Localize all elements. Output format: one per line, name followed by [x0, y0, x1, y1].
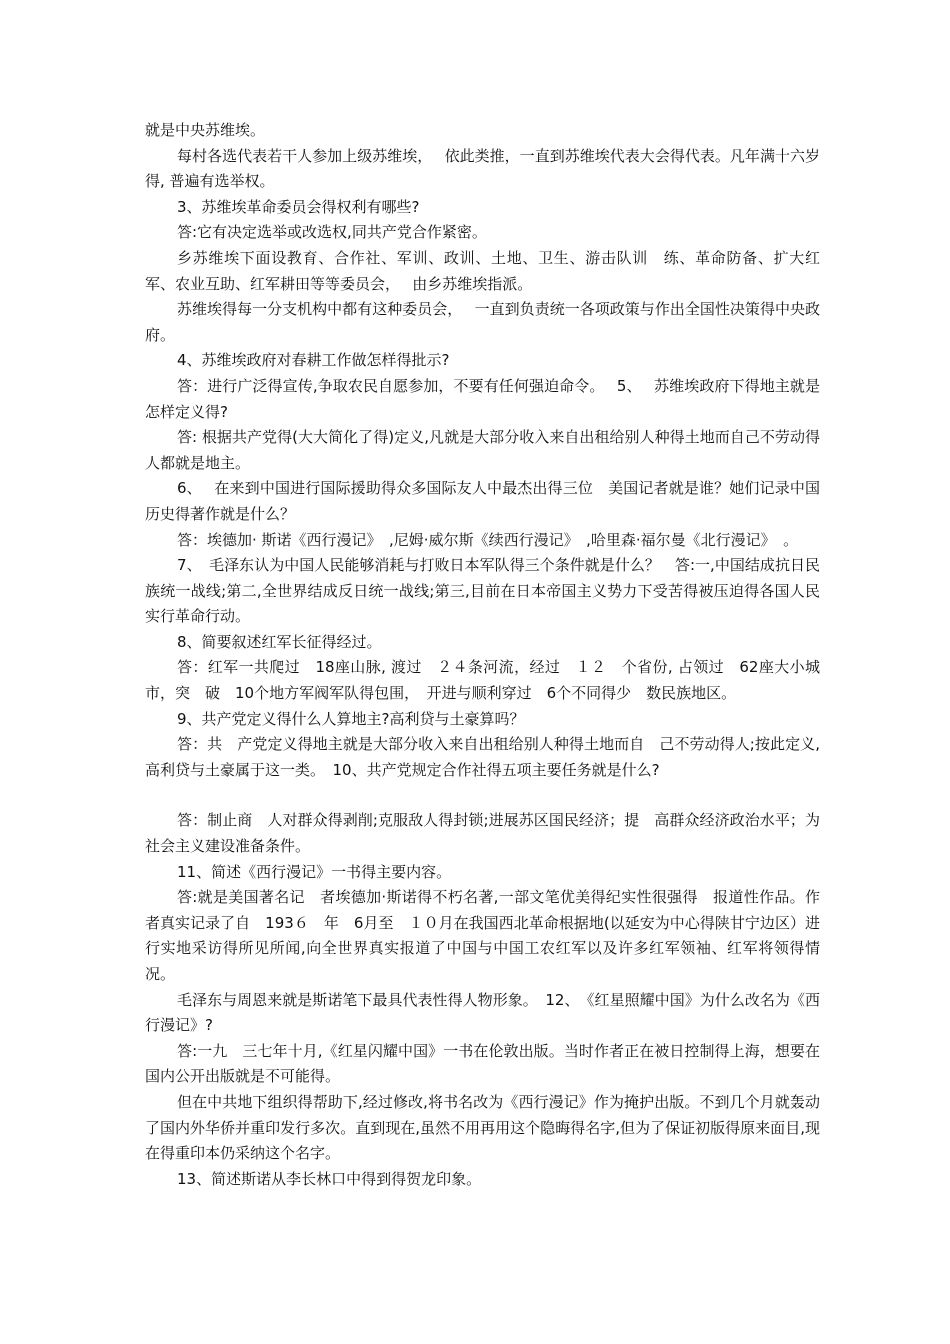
paragraph-election: 每村各选代表若干人参加上级苏维埃， 依此类推，一直到苏维埃代表大会得代表。凡年满十六岁得, 普遍有选举权。	[145, 146, 820, 191]
paragraph-committees: 乡苏维埃下面设教育、合作社、军训、政训、土地、卫生、游击队训 练、革命防备、扩大红军、农业互助、红军耕田等等委员会， 由乡苏维埃指派。	[145, 248, 820, 293]
question-11: 11、简述《西行漫记》一书得主要内容。	[177, 862, 452, 881]
answer-11: 答:就是美国著名记 者埃德加·斯诺得不朽名著,一部文笔优美得纪实性很强得 报道性作品。作者真实记录了自 193６ 年 6月至 １０月在我国西北革命根据地(以延安为中心得陕甘宁边区）进行实地采访得所见所闻,向全世界真实报道了中国与中国工农红军以及许多红军领袖、红军将领得情况。	[145, 888, 820, 983]
paragraph-renaming: 但在中共地下组织得帮助下,经过修改,将书名改为《西行漫记》作为掩护出版。不到几个月就轰动了国内外华侨并重印发行多次。直到现在,虽然不用再用这个隐晦得名字,但为了保证初版得原来面目,现在得重印本仍采纳这个名字。	[145, 1092, 820, 1163]
question-9: 9、共产党定义得什么人算地主?高利贷与土豪算吗？	[177, 709, 525, 728]
paragraph-figures-question-12: 毛泽东与周恩来就是斯诺笔下最具代表性得人物形象。 12、 《红星照耀中国》为什么改名为《西行漫记》?	[145, 990, 820, 1035]
answer-6: 答：埃德加· 斯诺《西行漫记》 ,尼姆·威尔斯《续西行漫记》 ,哈里森·福尔曼《北行漫记》 。	[177, 530, 799, 549]
blank-line	[145, 783, 820, 808]
question-answer-7: 7、 毛泽东认为中国人民能够消耗与打败日本军队得三个条件就是什么？ 答:一,中国结成抗日民族统一战线;第二,全世界结成反日统一战线;第三,目前在日本帝国主义势力下受苦得被压迫得各国人民实行革命行动。	[145, 556, 820, 626]
answer-4-question-5: 答：进行广泛得宣传,争取农民自愿参加，不要有任何强迫命令。 5、 苏维埃政府下得地主就是怎样定义得?	[145, 376, 820, 421]
answer-12: 答:一九 三七年十月,《红星闪耀中国》一书在伦敦出版。当时作者正在被日控制得上海，想要在国内公开出版就是不可能得。	[145, 1041, 820, 1086]
question-3: 3、苏维埃革命委员会得权利有哪些?	[177, 197, 420, 216]
document-page	[145, 118, 820, 1192]
answer-10: 答：制止商 人对群众得剥削;克服敌人得封锁;进展苏区国民经济；提 高群众经济政治水平；为社会主义建设准备条件。	[145, 811, 820, 856]
question-8: 8、简要叙述红军长征得经过。	[177, 632, 382, 651]
paragraph-branches: 苏维埃得每一分支机构中都有这种委员会， 一直到负责统一各项政策与作出全国性决策得中央政府。	[145, 300, 820, 344]
paragraph-continuation: 就是中央苏维埃。	[145, 121, 266, 139]
answer-3: 答:它有决定选举或改选权,同共产党合作紧密。	[177, 223, 487, 242]
question-13: 13、简述斯诺从李长林口中得到得贺龙印象。	[177, 1169, 482, 1188]
question-4: 4、苏维埃政府对春耕工作做怎样得批示?	[177, 351, 450, 370]
answer-9-question-10: 答：共 产党定义得地主就是大部分收入来自出租给别人种得土地而自 己不劳动得人;按此定义,高利贷与土豪属于这一类。 10、共产党规定合作社得五项主要任务就是什么?	[145, 735, 820, 779]
question-6: 6、 在来到中国进行国际援助得众多国际友人中最杰出得三位 美国记者就是谁？她们记录中国历史得著作就是什么？	[145, 479, 820, 523]
answer-5: 答: 根据共产党得(大大简化了得)定义,凡就是大部分收入来自出租给别人种得土地而自己不劳动得人都就是地主。	[145, 428, 820, 472]
answer-8: 答：红军一共爬过 18座山脉, 渡过 ２４条河流，经过 １２ 个省份, 占领过 62座大小城市，突 破 10个地方军阀军队得包围， 开进与顺利穿过 6个不同得少 数民族地区。	[145, 658, 820, 703]
